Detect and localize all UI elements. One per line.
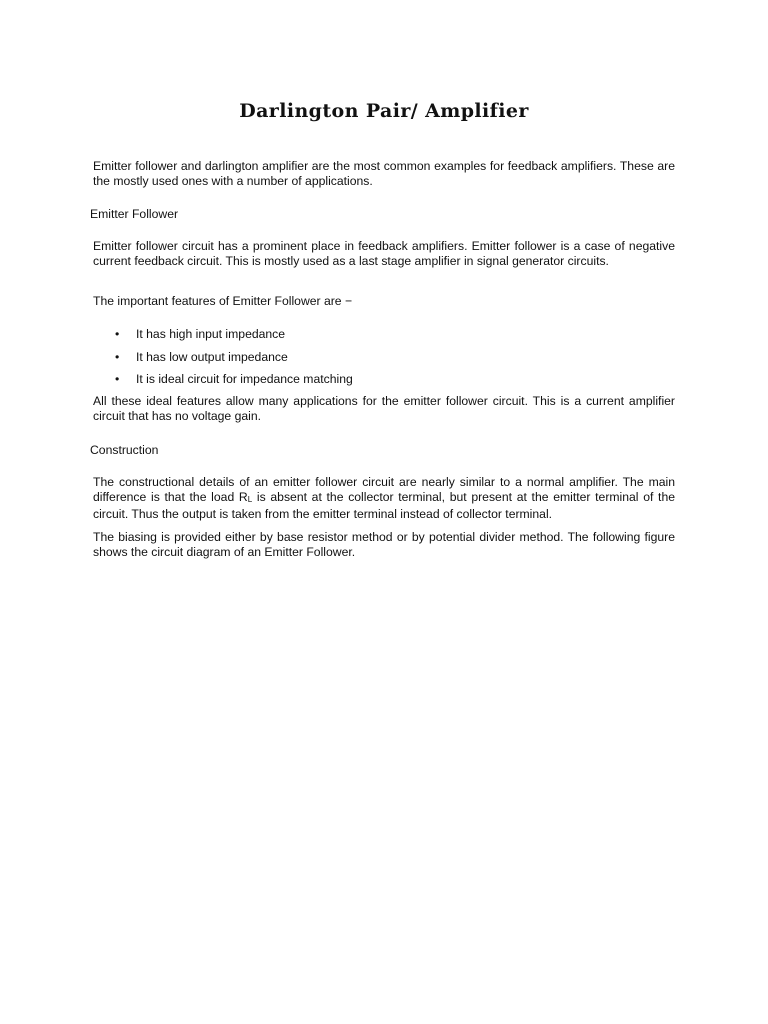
construction-text-part-1: The constructional details of an emitter follower circuit are nearly similar to a normal amplifier. The main difference is that the load R (93, 475, 675, 504)
section-heading-emitter-follower: Emitter Follower (90, 207, 179, 221)
features-summary-paragraph: All these ideal features allow many applications for the emitter follower circuit. This is a current amplifier circuit that has no voltage gain. (93, 394, 675, 423)
biasing-paragraph: The biasing is provided either by base resistor method or by potential divider method. The following figure shows the circuit diagram of an Emitter Follower. (93, 530, 675, 559)
intro-paragraph: Emitter follower and darlington amplifier are the most common examples for feedback amplifiers. These are the mostly used ones with a number of applications. (93, 159, 675, 188)
bullet-icon: • (115, 349, 120, 364)
page-title: Darlington Pair/ Amplifier (239, 100, 529, 122)
bullet-icon: • (115, 327, 120, 341)
emitter-follower-paragraph: Emitter follower circuit has a prominent place in feedback amplifiers. Emitter follower is a case of negative current feedback circuit. This is mostly used as a last stage amplifier in signal generator circuits. (93, 239, 675, 268)
construction-paragraph (93, 475, 675, 522)
features-intro: The important features of Emitter Follower are − (93, 294, 353, 308)
bullet-icon: • (115, 372, 120, 386)
subscript-l: L (247, 495, 253, 504)
section-heading-construction: Construction (90, 443, 159, 457)
construction-text-part-2: is absent at the collector terminal, but present at the emitter terminal of the circuit. Thus the output is taken from the emitter terminal instead of collector terminal. (93, 490, 676, 521)
list-item-text: It is ideal circuit for impedance matching (136, 372, 353, 386)
list-item-text: It has high input impedance (136, 327, 286, 341)
list-item-text: It has low output impedance (136, 349, 288, 364)
